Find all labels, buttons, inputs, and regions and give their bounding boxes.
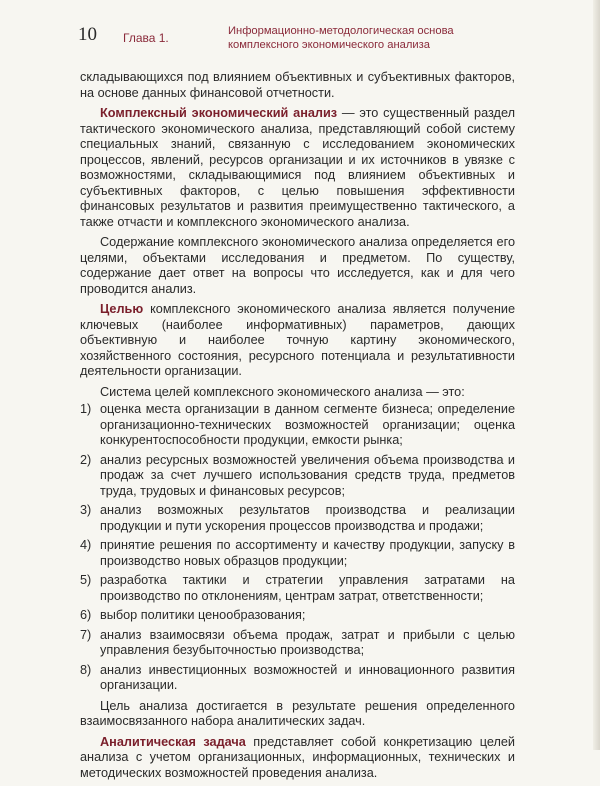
page-spine-shadow: [593, 0, 600, 750]
running-title-line1: Информационно-методологическая основа: [228, 25, 454, 37]
paragraph-6: Цель анализа достигается в результате решения определенного взаимосвязанного набора аналитических задач.: [80, 698, 515, 728]
page-body: [80, 70, 515, 786]
list-item: 4) принятие решения по ассортименту и качеству продукции, запуску в производство новых образцов продукции;: [80, 538, 515, 568]
term-goal: Целью: [100, 302, 144, 316]
list-item: 1) оценка места организации в данном сегменте бизнеса; определение организационно-технических возможностей организации; оценка конкурентоспособности продукции, емкости рынка;: [80, 402, 515, 447]
paragraph-1: складывающихся под влиянием объективных и субъективных факторов, на основе данных финансовой отчетности.: [80, 70, 515, 100]
list-item: 7) анализ взаимосвязи объема продаж, затрат и прибыли с целью управления безубыточностью производства;: [80, 627, 515, 657]
chapter-label: Глава 1.: [123, 31, 169, 45]
list-item: 6) выбор политики ценообразования;: [80, 608, 306, 622]
list-item: 8) анализ инвестиционных возможностей и инновационного развития организации.: [80, 662, 515, 692]
page-number: 10: [78, 24, 97, 45]
paragraph-2-text: — это существенный раздел тактического экономического анализа, представляющий собой систему специальных знаний, связанную с исследованием экономических процессов, явлений, ресурсов организации и их источников в увязке с возможностями, складывающимися под влиянием объективных и субъективных факторов, с целью повышения эффективности финансовых результатов и развития преимущественно тактического, а также отчасти и комплексного экономического анализа.: [80, 106, 515, 229]
goals-list: [80, 402, 515, 694]
paragraph-7-text: представляет собой конкретизацию целей анализа с учетом организационных, информационных, технических и методических возможностей проведения анализа.: [80, 734, 515, 780]
paragraph-3: Содержание комплексного экономического анализа определяется его целями, объектами исследования и предметом. По существу, содержание дает ответ на вопросы что исследуется, как и для чего проводится анализ.: [80, 235, 515, 296]
list-item: 3) анализ возможных результатов производства и реализации продукции и пути ускорения процессов производства и продажи;: [80, 503, 515, 533]
term-complex-analysis: Комплексный экономический анализ: [100, 106, 338, 120]
list-item: 2) анализ ресурсных возможностей увеличения объема производства и продаж за счет лучшего использования средств труда, предметов труда, трудовых и финансовых ресурсов;: [80, 452, 515, 498]
paragraph-4: [80, 302, 515, 380]
running-title: [228, 25, 528, 52]
paragraph-2: [80, 106, 515, 230]
term-analytic-task: Аналитическая задача: [100, 734, 246, 749]
list-item: 5) разработка тактики и стратегии управления затратами на производство по отклонениям, центрам затрат, ответственности;: [80, 573, 515, 603]
paragraph-5: Система целей комплексного экономического анализа — это:: [100, 384, 465, 399]
running-title-line2: комплексного экономического анализа: [228, 38, 431, 51]
paragraph-4-text: комплексного экономического анализа является получение ключевых (наиболее информативных) параметров, дающих объективную и наиболее точную картину экономического, хозяйственного состояния, ресурсного потенциала и результативности деятельности организации.: [80, 302, 515, 378]
page-header: [0, 0, 600, 62]
paragraph-7: [80, 735, 515, 782]
